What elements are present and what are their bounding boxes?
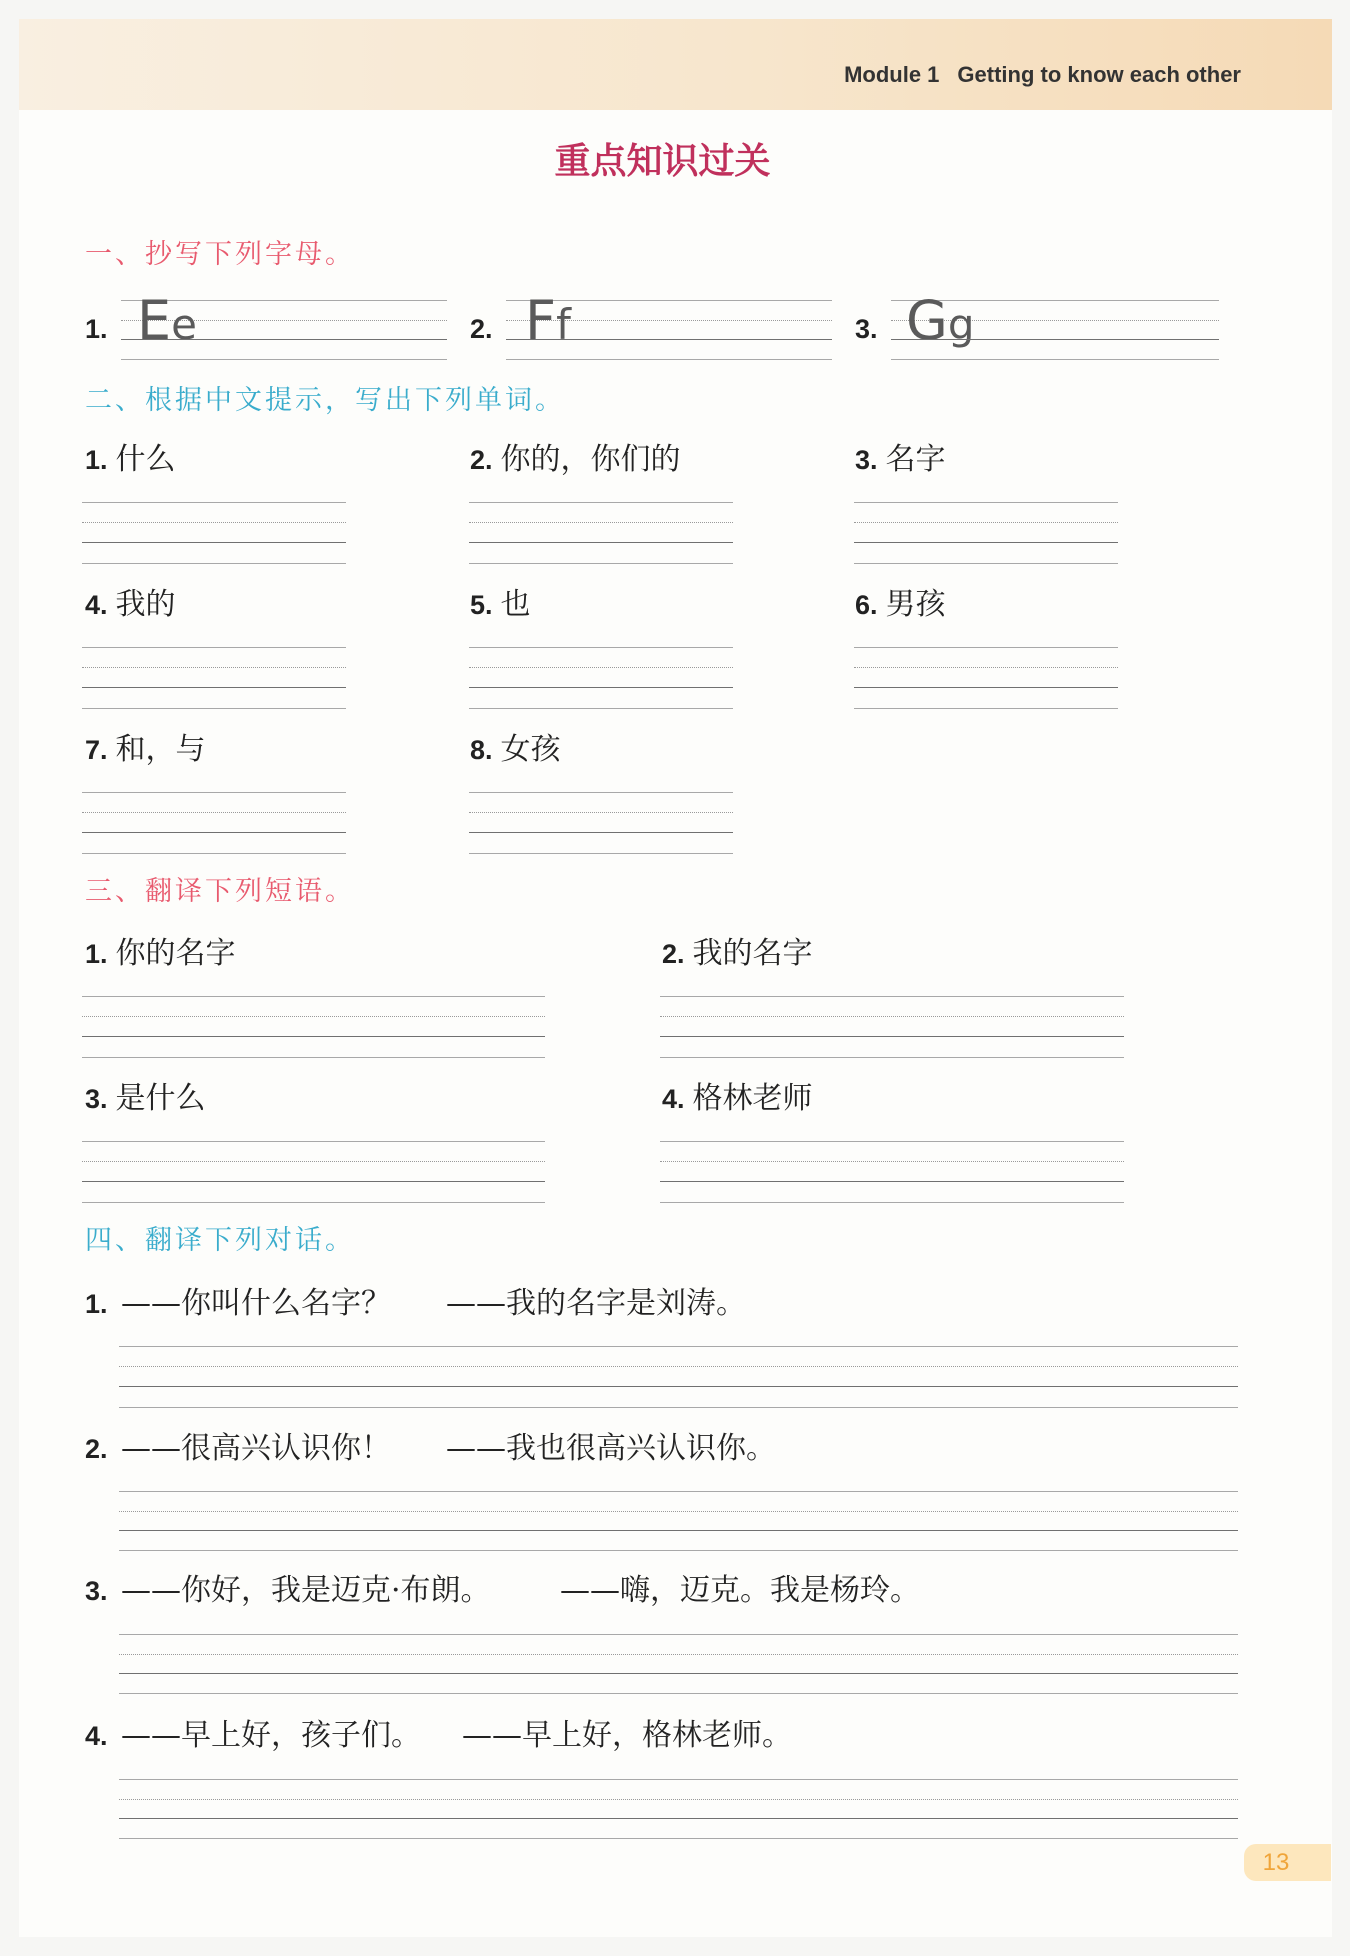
dialogue-item-1 xyxy=(0,1284,1350,1324)
item-number: 1. xyxy=(85,314,108,344)
word-item-8 xyxy=(470,730,561,770)
dialogue-line-a: ——很高兴认识你！ xyxy=(121,1431,391,1466)
chinese-prompt: 男孩 xyxy=(885,587,946,622)
sample-letters xyxy=(525,291,571,351)
item-number: 1. xyxy=(85,939,108,969)
answer-lines xyxy=(119,1491,1238,1551)
phrase-item-1 xyxy=(85,934,236,974)
dialogue-line-b: ——我的名字是刘涛。 xyxy=(446,1286,746,1321)
module-label: Module 1 xyxy=(844,62,940,87)
item-number: 2. xyxy=(470,445,493,475)
word-item-7 xyxy=(85,730,206,770)
uppercase-letter: F xyxy=(525,289,557,352)
sample-letters xyxy=(906,291,975,351)
dialogue-line-b: ——我也很高兴认识你。 xyxy=(446,1431,776,1466)
letter-guide-lines-1 xyxy=(121,289,447,360)
phrase-item-3 xyxy=(85,1079,206,1119)
item-number: 4. xyxy=(662,1084,685,1114)
dialogue-line-b: ——嗨，迈克。我是杨玲。 xyxy=(560,1573,920,1608)
sample-letters xyxy=(137,291,197,351)
chinese-phrase: 我的名字 xyxy=(692,936,813,971)
answer-lines xyxy=(82,996,545,1058)
item-number: 1. xyxy=(85,1289,108,1319)
item-number: 8. xyxy=(470,735,493,765)
page-title: 重点知识过关 xyxy=(554,141,771,182)
lowercase-letter: e xyxy=(171,300,197,349)
answer-lines xyxy=(82,502,346,564)
chinese-prompt: 什么 xyxy=(115,442,176,477)
answer-lines xyxy=(854,647,1118,709)
answer-lines xyxy=(660,996,1124,1058)
answer-lines xyxy=(119,1346,1238,1408)
lowercase-letter: f xyxy=(556,300,571,349)
chinese-prompt: 和，与 xyxy=(115,732,206,767)
item-number: 4. xyxy=(85,1721,108,1751)
letter-guide-lines-2 xyxy=(506,289,832,360)
answer-lines xyxy=(119,1634,1238,1694)
word-item-5 xyxy=(470,585,531,625)
dialogue-line-a: ——你好，我是迈克·布朗。 xyxy=(121,1573,491,1608)
letter-guide-lines-3 xyxy=(891,289,1219,360)
item-number: 2. xyxy=(470,314,493,344)
chinese-phrase: 你的名字 xyxy=(115,936,236,971)
dialogue-item-4 xyxy=(0,1716,1350,1756)
uppercase-letter: E xyxy=(137,289,172,352)
item-number: 4. xyxy=(85,590,108,620)
item-number: 3. xyxy=(85,1576,108,1606)
chinese-prompt: 我的 xyxy=(115,587,176,622)
answer-lines xyxy=(469,502,733,564)
item-number: 6. xyxy=(855,590,878,620)
letter-item-1 xyxy=(85,309,108,349)
chinese-prompt: 你的，你们的 xyxy=(500,442,681,477)
item-number: 1. xyxy=(85,445,108,475)
chinese-phrase: 是什么 xyxy=(115,1081,206,1116)
uppercase-letter: G xyxy=(906,289,948,352)
letter-item-2 xyxy=(470,309,493,349)
answer-lines xyxy=(82,792,346,854)
answer-lines xyxy=(469,647,733,709)
word-item-2 xyxy=(470,440,681,480)
chinese-prompt: 名字 xyxy=(885,442,946,477)
word-item-6 xyxy=(855,585,946,625)
answer-lines xyxy=(119,1779,1238,1839)
chinese-prompt: 也 xyxy=(500,587,531,622)
item-number: 7. xyxy=(85,735,108,765)
chinese-phrase: 格林老师 xyxy=(692,1081,813,1116)
page-number: 13 xyxy=(1262,1849,1290,1876)
dialogue-item-2 xyxy=(0,1429,1350,1469)
word-item-3 xyxy=(855,440,946,480)
item-number: 2. xyxy=(85,1434,108,1464)
page-number-tab xyxy=(1244,1844,1331,1881)
answer-lines xyxy=(660,1141,1124,1203)
dialogue-line-a: ——早上好，孩子们。 xyxy=(121,1718,421,1753)
item-number: 5. xyxy=(470,590,493,620)
answer-lines xyxy=(854,502,1118,564)
answer-lines xyxy=(82,647,346,709)
dialogue-line-b: ——早上好，格林老师。 xyxy=(462,1718,792,1753)
item-number: 3. xyxy=(855,314,878,344)
chinese-prompt: 女孩 xyxy=(500,732,561,767)
phrase-item-4 xyxy=(662,1079,813,1119)
answer-lines xyxy=(82,1141,545,1203)
letter-item-3 xyxy=(855,309,878,349)
dialogue-item-3 xyxy=(0,1571,1350,1611)
section-2-heading: 二、根据中文提示，写出下列单词。 xyxy=(85,385,565,416)
section-1-heading: 一、抄写下列字母。 xyxy=(85,239,355,270)
section-4-heading: 四、翻译下列对话。 xyxy=(85,1225,355,1256)
item-number: 3. xyxy=(855,445,878,475)
lowercase-letter: g xyxy=(947,300,975,349)
section-3-heading: 三、翻译下列短语。 xyxy=(85,876,355,907)
module-title: Getting to know each other xyxy=(957,62,1241,87)
word-item-4 xyxy=(85,585,176,625)
answer-lines xyxy=(469,792,733,854)
phrase-item-2 xyxy=(662,934,813,974)
word-item-1 xyxy=(85,440,176,480)
running-header xyxy=(844,61,1241,89)
item-number: 3. xyxy=(85,1084,108,1114)
dialogue-line-a: ——你叫什么名字？ xyxy=(121,1286,391,1321)
item-number: 2. xyxy=(662,939,685,969)
